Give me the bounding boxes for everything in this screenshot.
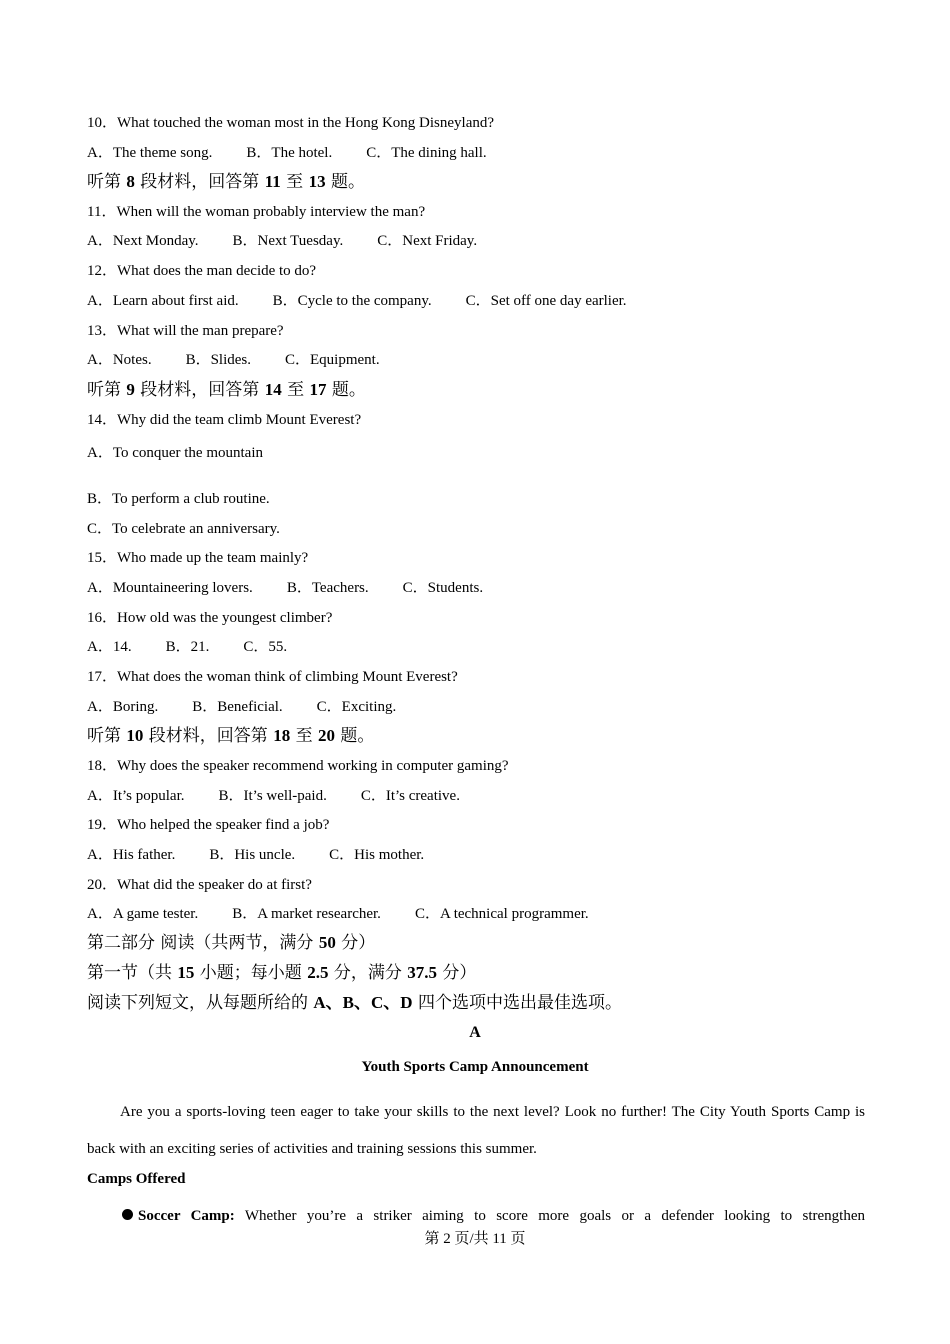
question-15-stem: 15．Who made up the team mainly? [87,550,309,566]
question-18-stem: 18．Why does the speaker recommend working in computer gaming? [87,758,509,774]
camps-heading: Camps Offered [87,1171,186,1187]
question-20-stem: 20．What did the speaker do at first? [87,877,312,893]
option-a: A．The theme song. [87,145,213,161]
question-12-options [87,291,627,311]
option-b: B．Slides. [185,352,252,368]
option-a: A．Notes. [87,352,152,368]
question-10-options [87,143,487,163]
option-a: A．Boring. [87,699,159,715]
passage-title: Youth Sports Camp Announcement [361,1059,589,1075]
question-19-stem: 19．Who helped the speaker find a job? [87,817,330,833]
question-19-options [87,845,424,865]
question-12-stem: 12．What does the man decide to do? [87,263,317,279]
option-c: C．Students. [402,580,484,596]
question-13-options [87,350,380,370]
option-c: C．Equipment. [285,352,380,368]
soccer-camp-item [122,1206,865,1226]
option-b: B．It’s well-paid. [218,788,327,804]
soccer-camp-label: Soccer Camp: [138,1208,235,1224]
passage-intro: Are you a sports-loving teen eager to take your skills to the next level? Look no further! The City Youth Sports Camp is back with an exciting series of activities and training sessions this summer. [87,1104,865,1157]
question-14-stem: 14．Why did the team climb Mount Everest? [87,412,362,428]
option-c: C．Set off one day earlier. [465,293,627,309]
option-c: C．Next Friday. [377,233,478,249]
question-18-options [87,786,460,806]
option-a: A．Mountaineering lovers. [87,580,253,596]
option-b: B．Cycle to the company. [272,293,432,309]
option-a: A．Next Monday. [87,233,199,249]
question-10-stem: 10．What touched the woman most in the Hong Kong Disneyland? [87,115,495,131]
option-a: A．14. [87,639,132,655]
question-11-stem: 11．When will the woman probably interview the man? [87,204,426,220]
question-14-option-b: B．To perform a club routine. [87,491,270,507]
option-a: A．It’s popular. [87,788,185,804]
section-10-heading: 听第 10 段材料，回答第 18 至 20 题。 [87,726,375,746]
passage-label: A [469,1024,481,1041]
option-b: B．Teachers. [286,580,369,596]
question-13-stem: 13．What will the man prepare? [87,323,284,339]
section-1-heading: 第一节（共 15 小题；每小题 2.5 分，满分 37.5 分） [87,963,477,983]
soccer-camp-text: Whether you’re a striker aiming to score more goals or a defender looking to strengthen [234,1208,865,1224]
section-9-heading: 听第 9 段材料，回答第 14 至 17 题。 [87,380,366,400]
option-a: A．Learn about first aid. [87,293,239,309]
question-17-stem: 17．What does the woman think of climbing Mount Everest? [87,669,458,685]
option-c: C．55. [243,639,288,655]
section-8-heading: 听第 8 段材料，回答第 11 至 13 题。 [87,172,365,192]
question-16-options [87,637,287,657]
question-16-stem: 16．How old was the youngest climber? [87,610,333,626]
option-a: A．His father. [87,847,176,863]
option-c: C．The dining hall. [366,145,487,161]
option-c: C．It’s creative. [360,788,460,804]
question-11-options [87,231,477,251]
option-a: A．A game tester. [87,906,199,922]
bullet-icon [122,1209,133,1220]
question-17-options [87,697,396,717]
question-14-option-a: A．To conquer the mountain [87,445,263,461]
option-c: C．Exciting. [316,699,397,715]
option-b: B．A market researcher. [232,906,381,922]
option-b: B．Beneficial. [192,699,283,715]
option-b: B．21. [165,639,210,655]
question-15-options [87,578,483,598]
option-c: C．His mother. [329,847,425,863]
option-b: B．Next Tuesday. [232,233,344,249]
option-b: B．His uncle. [209,847,296,863]
option-c: C．A technical programmer. [414,906,589,922]
option-b: B．The hotel. [246,145,333,161]
reading-instruction: 阅读下列短文，从每题所给的 A、B、C、D 四个选项中选出最佳选项。 [87,993,622,1013]
part-2-heading: 第二部分 阅读（共两节，满分 50 分） [87,933,376,953]
page-footer: 第 2 页/共 11 页 [424,1231,526,1247]
question-14-option-c: C．To celebrate an anniversary. [87,521,280,537]
question-20-options [87,904,589,924]
